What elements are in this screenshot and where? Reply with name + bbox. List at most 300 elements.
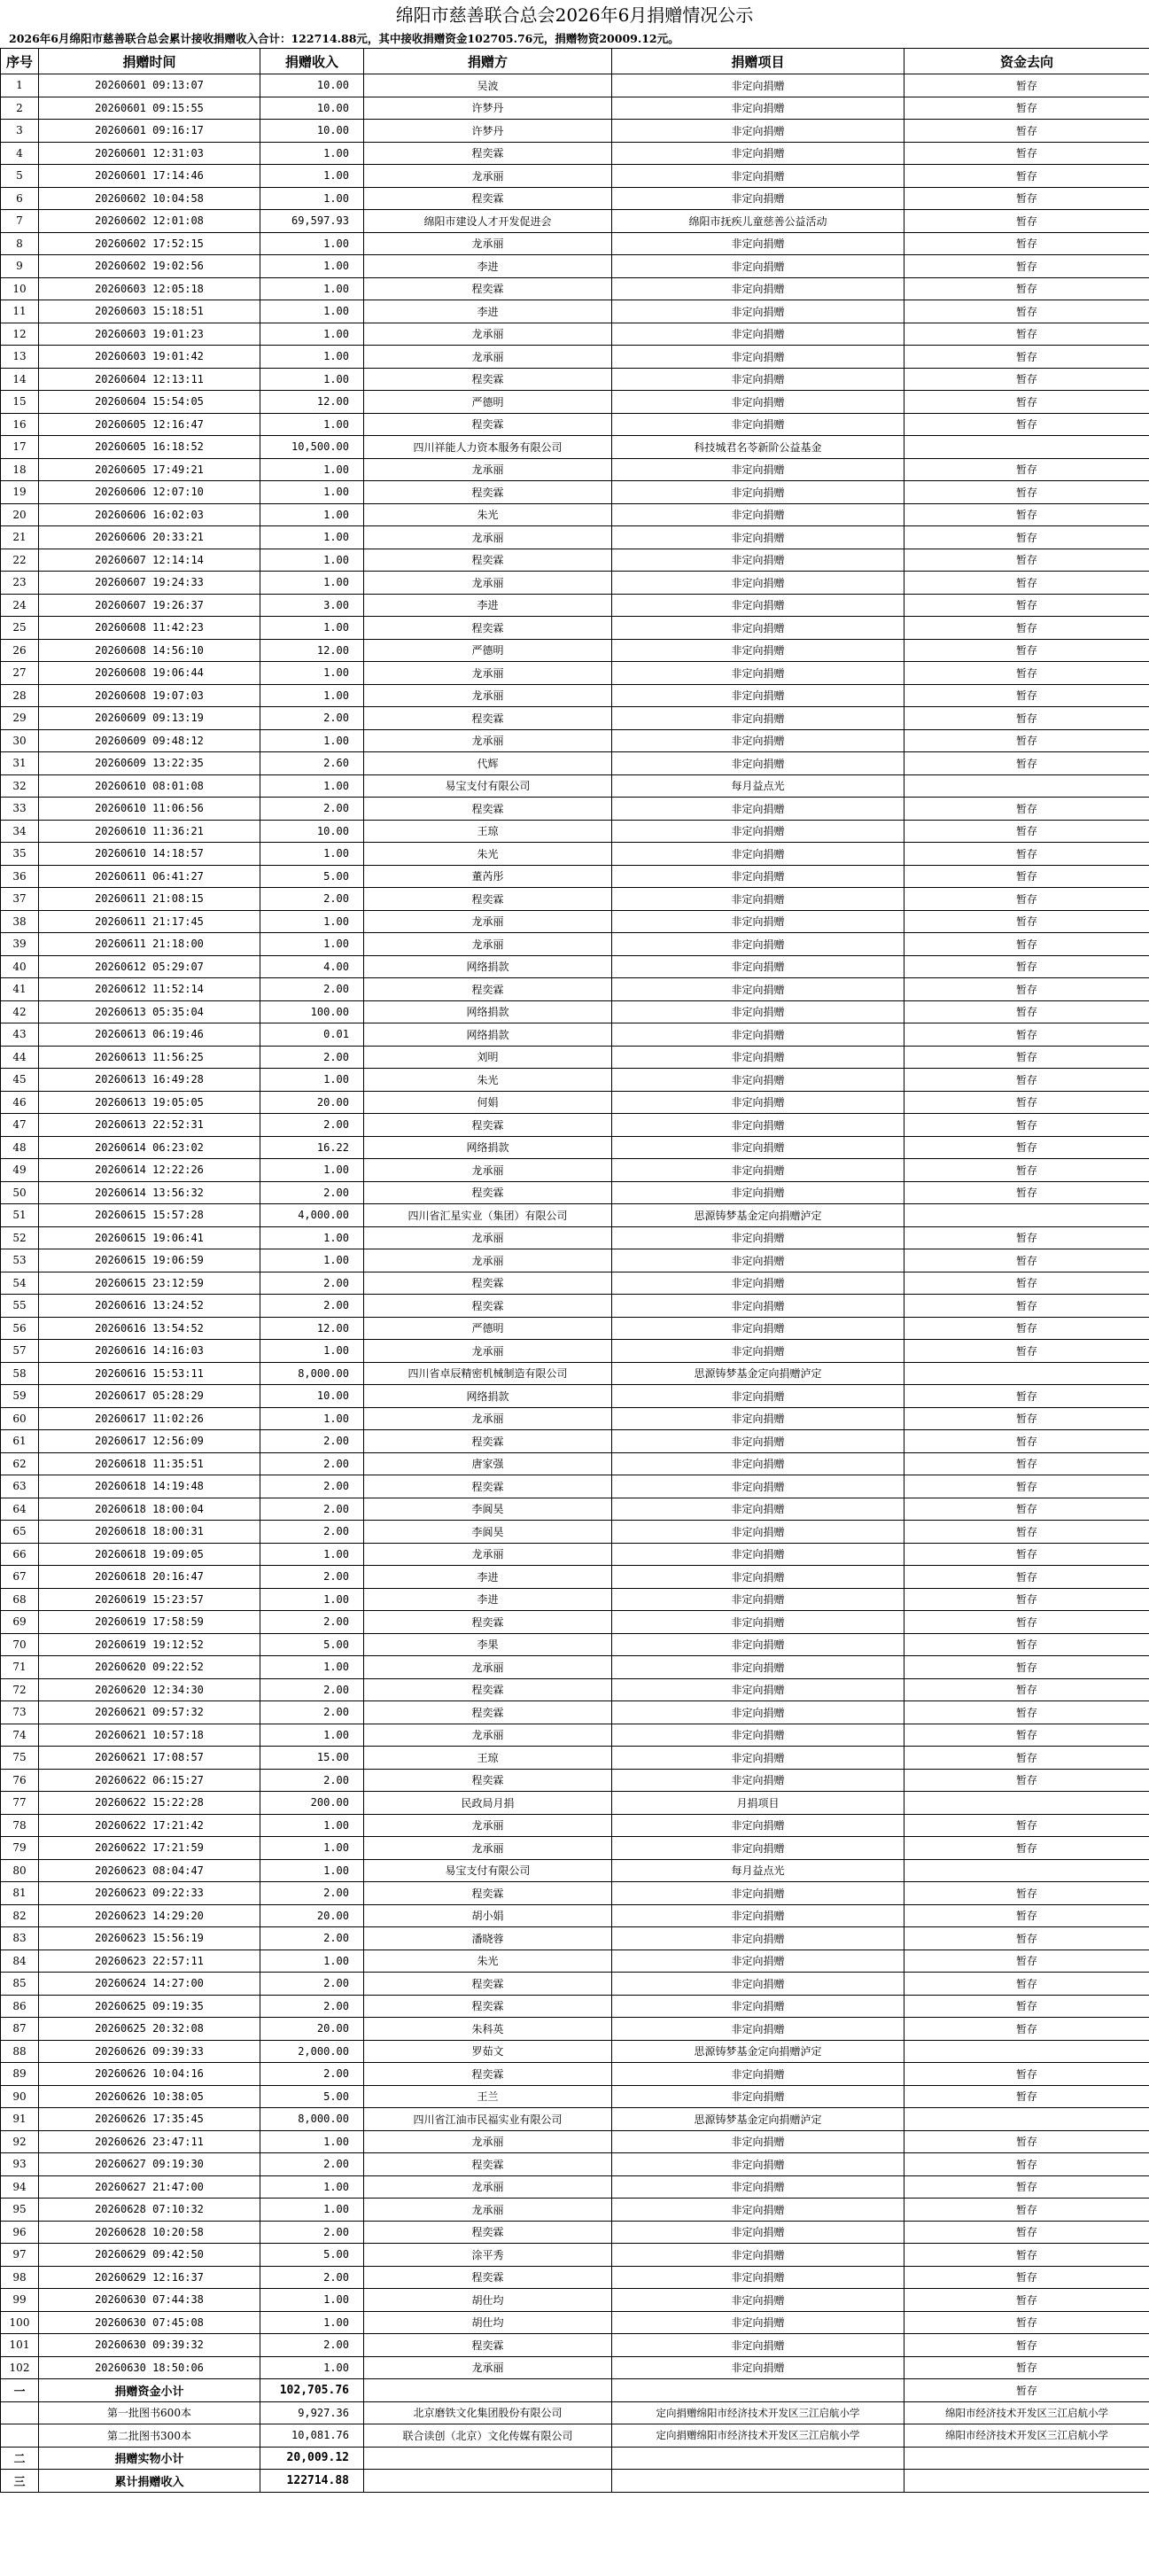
- material-label: 第二批图书300本: [39, 2424, 260, 2448]
- table-row: [1, 820, 1149, 843]
- cell-time: 20260627 21:47:00: [39, 2175, 260, 2199]
- cell-donor: 程奕霖: [364, 277, 612, 300]
- cell-donor: 程奕霖: [364, 888, 612, 911]
- cell-index: 94: [1, 2175, 39, 2199]
- cell-destination: 暂存: [904, 165, 1149, 188]
- col-header-project: 捐赠项目: [612, 49, 904, 74]
- cell-index: 101: [1, 2334, 39, 2357]
- cell-donor: 李进: [364, 594, 612, 617]
- cell-amount: 1.00: [260, 572, 364, 595]
- cell-time: 20260630 18:50:06: [39, 2356, 260, 2379]
- table-row: [1, 2289, 1149, 2312]
- cell-amount: 1.00: [260, 774, 364, 798]
- table-row: [1, 1317, 1149, 1340]
- cell-index: 25: [1, 617, 39, 640]
- cell-project: 非定向捐赠: [612, 1385, 904, 1408]
- table-row: [1, 1046, 1149, 1069]
- cell-index: 7: [1, 210, 39, 233]
- cell-amount: 1.00: [260, 2289, 364, 2312]
- table-row: [1, 549, 1149, 572]
- total-index: 三: [1, 2470, 39, 2493]
- cell-index: 32: [1, 774, 39, 798]
- cell-project: 非定向捐赠: [612, 1226, 904, 1249]
- cell-project: 非定向捐赠: [612, 729, 904, 752]
- cell-destination: 暂存: [904, 572, 1149, 595]
- cell-destination: 暂存: [904, 1814, 1149, 1837]
- cell-amount: 1.00: [260, 368, 364, 391]
- cell-donor: 程奕霖: [364, 1973, 612, 1996]
- cell-project: 非定向捐赠: [612, 1927, 904, 1950]
- table-row: [1, 594, 1149, 617]
- cell-destination: 暂存: [904, 97, 1149, 120]
- cell-project: 非定向捐赠: [612, 2356, 904, 2379]
- cell-project: 非定向捐赠: [612, 1295, 904, 1318]
- cell-amount: 8,000.00: [260, 1362, 364, 1385]
- cell-index: 22: [1, 549, 39, 572]
- cell-amount: 2.00: [260, 707, 364, 730]
- cell-donor: 程奕霖: [364, 1995, 612, 2018]
- cell-destination: 暂存: [904, 526, 1149, 549]
- cell-index: 102: [1, 2356, 39, 2379]
- cell-index: 37: [1, 888, 39, 911]
- cell-index: 83: [1, 1927, 39, 1950]
- cell-time: 20260617 05:28:29: [39, 1385, 260, 1408]
- cell-amount: 10.00: [260, 120, 364, 143]
- cell-project: 非定向捐赠: [612, 1317, 904, 1340]
- table-row: [1, 1521, 1149, 1544]
- cell-index: 99: [1, 2289, 39, 2312]
- cell-time: 20260621 10:57:18: [39, 1724, 260, 1747]
- cell-project: 非定向捐赠: [612, 2130, 904, 2153]
- cell-destination: 暂存: [904, 458, 1149, 481]
- cell-index: 67: [1, 1566, 39, 1589]
- cell-amount: 2.00: [260, 1498, 364, 1521]
- cell-project: 非定向捐赠: [612, 2311, 904, 2334]
- cell-donor: 龙承丽: [364, 458, 612, 481]
- cell-time: 20260611 21:17:45: [39, 910, 260, 933]
- table-row: [1, 1159, 1149, 1182]
- cell-donor: 程奕霖: [364, 2266, 612, 2289]
- cell-destination: 暂存: [904, 1927, 1149, 1950]
- table-row: [1, 323, 1149, 346]
- cell-index: 84: [1, 1950, 39, 1973]
- cell-donor: 李进: [364, 255, 612, 278]
- cell-destination: 暂存: [904, 910, 1149, 933]
- cell-destination: [904, 1204, 1149, 1227]
- cell-donor: 程奕霖: [364, 1701, 612, 1724]
- cell-index: 95: [1, 2199, 39, 2222]
- cell-project: 非定向捐赠: [612, 1747, 904, 1770]
- cell-project: 非定向捐赠: [612, 1678, 904, 1701]
- cell-donor: 许梦丹: [364, 97, 612, 120]
- table-row: [1, 1724, 1149, 1747]
- cell-amount: 1.00: [260, 2130, 364, 2153]
- cell-donor: 四川祥能人力资本服务有限公司: [364, 436, 612, 459]
- table-row: [1, 458, 1149, 481]
- cell-project: 每月益点光: [612, 1859, 904, 1882]
- cell-index: 2: [1, 97, 39, 120]
- cell-destination: 暂存: [904, 549, 1149, 572]
- cell-time: 20260617 11:02:26: [39, 1407, 260, 1430]
- cell-destination: 暂存: [904, 1498, 1149, 1521]
- cell-index: 40: [1, 955, 39, 978]
- cell-destination: 暂存: [904, 1747, 1149, 1770]
- cell-donor: 龙承丽: [364, 910, 612, 933]
- cell-time: 20260626 17:35:45: [39, 2108, 260, 2131]
- cell-destination: 暂存: [904, 2334, 1149, 2357]
- cell-donor: 李阆昊: [364, 1498, 612, 1521]
- cell-destination: [904, 1859, 1149, 1882]
- cell-project: 非定向捐赠: [612, 2153, 904, 2176]
- cell-donor: 网络捐款: [364, 1385, 612, 1408]
- cell-destination: 暂存: [904, 1000, 1149, 1023]
- cell-index: 27: [1, 662, 39, 685]
- cell-donor: 胡小娟: [364, 1904, 612, 1927]
- cell-time: 20260618 18:00:31: [39, 1521, 260, 1544]
- cell-amount: 2.00: [260, 1475, 364, 1498]
- cell-destination: 暂存: [904, 1566, 1149, 1589]
- cell-destination: 暂存: [904, 1656, 1149, 1679]
- cell-destination: 暂存: [904, 1317, 1149, 1340]
- cell-time: 20260602 19:02:56: [39, 255, 260, 278]
- cell-amount: 1.00: [260, 503, 364, 526]
- cell-time: 20260612 11:52:14: [39, 978, 260, 1001]
- table-row: [1, 2040, 1149, 2063]
- cell-donor: 龙承丽: [364, 684, 612, 707]
- cell-time: 20260624 14:27:00: [39, 1973, 260, 1996]
- cell-destination: 暂存: [904, 1069, 1149, 1092]
- cell-amount: 16.22: [260, 1136, 364, 1159]
- cell-index: 91: [1, 2108, 39, 2131]
- cell-amount: 2.00: [260, 1995, 364, 2018]
- cell-amount: 1.00: [260, 2356, 364, 2379]
- cell-index: 48: [1, 1136, 39, 1159]
- cell-donor: 李阆昊: [364, 1521, 612, 1544]
- cell-time: 20260628 10:20:58: [39, 2221, 260, 2244]
- table-row: [1, 2356, 1149, 2379]
- cell-index: 4: [1, 142, 39, 165]
- cell-time: 20260611 06:41:27: [39, 865, 260, 888]
- cell-destination: 暂存: [904, 1633, 1149, 1656]
- cell-amount: 2,000.00: [260, 2040, 364, 2063]
- cell-project: 非定向捐赠: [612, 1837, 904, 1860]
- cell-project: 非定向捐赠: [612, 97, 904, 120]
- cell-destination: 暂存: [904, 1136, 1149, 1159]
- table-row: [1, 888, 1149, 911]
- cell-destination: 暂存: [904, 1882, 1149, 1905]
- cell-index: 93: [1, 2153, 39, 2176]
- cell-project: 非定向捐赠: [612, 888, 904, 911]
- table-row: [1, 1904, 1149, 1927]
- cell-donor: 绵阳市建设人才开发促进会: [364, 210, 612, 233]
- cell-time: 20260618 19:09:05: [39, 1543, 260, 1566]
- cell-index: 20: [1, 503, 39, 526]
- cell-project: 绵阳市抚疾儿童慈善公益活动: [612, 210, 904, 233]
- cell-time: 20260616 13:24:52: [39, 1295, 260, 1318]
- table-row: [1, 1769, 1149, 1792]
- table-row: [1, 1023, 1149, 1047]
- cell-index: 64: [1, 1498, 39, 1521]
- cell-time: 20260609 13:22:35: [39, 752, 260, 775]
- cell-donor: 龙承丽: [364, 526, 612, 549]
- cell-amount: 15.00: [260, 1747, 364, 1770]
- cell-donor: 四川省江油市民福实业有限公司: [364, 2108, 612, 2131]
- cell-donor: 龙承丽: [364, 1340, 612, 1363]
- table-row: [1, 617, 1149, 640]
- cell-index: 78: [1, 1814, 39, 1837]
- cell-time: 20260609 09:13:19: [39, 707, 260, 730]
- cell-amount: 1.00: [260, 549, 364, 572]
- donation-table: [0, 48, 1149, 2493]
- cell-amount: 1.00: [260, 684, 364, 707]
- header-row: [1, 49, 1149, 74]
- cell-amount: 5.00: [260, 1633, 364, 1656]
- table-row: [1, 232, 1149, 255]
- total-label: 累计捐赠收入: [39, 2470, 260, 2493]
- table-row: [1, 2108, 1149, 2131]
- cell-donor: 龙承丽: [364, 232, 612, 255]
- cell-destination: 暂存: [904, 662, 1149, 685]
- table-row: [1, 1701, 1149, 1724]
- table-row: [1, 933, 1149, 956]
- cell-project: 科技城君名苓新阶公益基金: [612, 436, 904, 459]
- page-title: 绵阳市慈善联合总会2026年6月捐赠情况公示: [395, 4, 754, 26]
- cell-amount: 1.00: [260, 1159, 364, 1182]
- cell-time: 20260612 05:29:07: [39, 955, 260, 978]
- cell-index: 24: [1, 594, 39, 617]
- cell-index: 81: [1, 1882, 39, 1905]
- cell-project: 非定向捐赠: [612, 142, 904, 165]
- table-row: [1, 1859, 1149, 1882]
- subtotal-material-label: 捐赠实物小计: [39, 2447, 260, 2470]
- cell-donor: 何娟: [364, 1091, 612, 1114]
- cell-project: 思源铸梦基金定向捐赠泸定: [612, 1204, 904, 1227]
- cell-destination: 暂存: [904, 684, 1149, 707]
- cell-time: 20260601 09:16:17: [39, 120, 260, 143]
- cell-destination: 暂存: [904, 277, 1149, 300]
- table-row: [1, 639, 1149, 662]
- table-row: [1, 1204, 1149, 1227]
- subtotal-funds-index: 一: [1, 2379, 39, 2402]
- cell-amount: 20.00: [260, 1904, 364, 1927]
- cell-project: 非定向捐赠: [612, 526, 904, 549]
- table-row: [1, 2334, 1149, 2357]
- cell-amount: 10.00: [260, 1385, 364, 1408]
- cell-amount: 1.00: [260, 232, 364, 255]
- table-row: [1, 1498, 1149, 1521]
- cell-amount: 2.00: [260, 1452, 364, 1475]
- cell-destination: 暂存: [904, 368, 1149, 391]
- cell-time: 20260614 12:22:26: [39, 1159, 260, 1182]
- cell-amount: 2.00: [260, 1701, 364, 1724]
- cell-index: 76: [1, 1769, 39, 1792]
- cell-donor: 程奕霖: [364, 617, 612, 640]
- cell-amount: 1.00: [260, 277, 364, 300]
- cell-index: 100: [1, 2311, 39, 2334]
- cell-index: 82: [1, 1904, 39, 1927]
- cell-project: 非定向捐赠: [612, 1656, 904, 1679]
- subtotal-funds-row: [1, 2379, 1149, 2402]
- cell-donor: 程奕霖: [364, 549, 612, 572]
- cell-index: 88: [1, 2040, 39, 2063]
- cell-time: 20260630 09:39:32: [39, 2334, 260, 2357]
- cell-donor: 李果: [364, 1633, 612, 1656]
- table-row: [1, 910, 1149, 933]
- cell-amount: 1.00: [260, 1859, 364, 1882]
- subtotal-funds-label: 捐赠资金小计: [39, 2379, 260, 2402]
- cell-index: 96: [1, 2221, 39, 2244]
- cell-amount: 1.00: [260, 1588, 364, 1611]
- cell-index: 10: [1, 277, 39, 300]
- cell-amount: 2.00: [260, 2334, 364, 2357]
- cell-index: 42: [1, 1000, 39, 1023]
- col-header-donor: 捐赠方: [364, 49, 612, 74]
- cell-destination: 暂存: [904, 617, 1149, 640]
- cell-time: 20260623 22:57:11: [39, 1950, 260, 1973]
- table-row: [1, 1927, 1149, 1950]
- subtotal-funds-amount: 102,705.76: [260, 2379, 364, 2402]
- cell-destination: [904, 1792, 1149, 1815]
- cell-destination: 暂存: [904, 1159, 1149, 1182]
- cell-destination: 暂存: [904, 2130, 1149, 2153]
- cell-destination: 暂存: [904, 1995, 1149, 2018]
- cell-project: 非定向捐赠: [612, 572, 904, 595]
- cell-project: 非定向捐赠: [612, 978, 904, 1001]
- cell-index: 53: [1, 1249, 39, 1272]
- table-row: [1, 277, 1149, 300]
- cell-amount: 2.00: [260, 1114, 364, 1137]
- table-row: [1, 187, 1149, 210]
- cell-index: 30: [1, 729, 39, 752]
- cell-project: 非定向捐赠: [612, 2244, 904, 2267]
- table-row: [1, 2153, 1149, 2176]
- cell-amount: 1.00: [260, 255, 364, 278]
- cell-donor: 龙承丽: [364, 662, 612, 685]
- cell-project: 非定向捐赠: [612, 300, 904, 323]
- total-row: [1, 2470, 1149, 2493]
- cell-time: 20260601 17:14:46: [39, 165, 260, 188]
- cell-project: 非定向捐赠: [612, 1475, 904, 1498]
- table-row: [1, 684, 1149, 707]
- cell-donor: 龙承丽: [364, 1656, 612, 1679]
- cell-index: 13: [1, 346, 39, 369]
- table-row: [1, 662, 1149, 685]
- cell-donor: 网络捐款: [364, 1023, 612, 1047]
- cell-donor: 龙承丽: [364, 1407, 612, 1430]
- cell-donor: 唐家强: [364, 1452, 612, 1475]
- cell-time: 20260610 08:01:08: [39, 774, 260, 798]
- cell-destination: 暂存: [904, 1543, 1149, 1566]
- cell-amount: 1.00: [260, 346, 364, 369]
- cell-project: 非定向捐赠: [612, 1611, 904, 1634]
- cell-time: 20260626 10:04:16: [39, 2063, 260, 2086]
- cell-destination: 暂存: [904, 413, 1149, 436]
- cell-donor: 程奕霖: [364, 1678, 612, 1701]
- cell-amount: 1.00: [260, 1249, 364, 1272]
- cell-time: 20260608 19:07:03: [39, 684, 260, 707]
- material-destination: 绵阳市经济技术开发区三江启航小学: [904, 2401, 1149, 2424]
- cell-project: 非定向捐赠: [612, 1882, 904, 1905]
- cell-destination: 暂存: [904, 2063, 1149, 2086]
- cell-donor: 龙承丽: [364, 729, 612, 752]
- cell-index: 31: [1, 752, 39, 775]
- table-row: [1, 503, 1149, 526]
- table-row: [1, 843, 1149, 866]
- cell-destination: 暂存: [904, 120, 1149, 143]
- cell-project: 非定向捐赠: [612, 1566, 904, 1589]
- cell-index: 77: [1, 1792, 39, 1815]
- cell-donor: 李进: [364, 1566, 612, 1589]
- cell-amount: 5.00: [260, 865, 364, 888]
- cell-amount: 10.00: [260, 820, 364, 843]
- cell-donor: 刘明: [364, 1046, 612, 1069]
- table-row: [1, 1136, 1149, 1159]
- cell-destination: 暂存: [904, 1385, 1149, 1408]
- cell-destination: 暂存: [904, 1701, 1149, 1724]
- cell-destination: 暂存: [904, 391, 1149, 414]
- cell-project: 非定向捐赠: [612, 684, 904, 707]
- cell-index: 62: [1, 1452, 39, 1475]
- cell-destination: 暂存: [904, 1973, 1149, 1996]
- cell-donor: 吴波: [364, 74, 612, 97]
- cell-amount: 1.00: [260, 1950, 364, 1973]
- table-row: [1, 2018, 1149, 2041]
- cell-destination: 暂存: [904, 300, 1149, 323]
- cell-amount: 1.00: [260, 1656, 364, 1679]
- cell-amount: 2.00: [260, 1430, 364, 1453]
- cell-amount: 20.00: [260, 1091, 364, 1114]
- cell-project: 非定向捐赠: [612, 1249, 904, 1272]
- cell-amount: 2.00: [260, 1769, 364, 1792]
- cell-project: 非定向捐赠: [612, 707, 904, 730]
- cell-time: 20260629 12:16:37: [39, 2266, 260, 2289]
- cell-time: 20260620 09:22:52: [39, 1656, 260, 1679]
- cell-amount: 5.00: [260, 2244, 364, 2267]
- cell-donor: 许梦丹: [364, 120, 612, 143]
- cell-destination: 暂存: [904, 503, 1149, 526]
- table-row: [1, 1588, 1149, 1611]
- cell-project: 非定向捐赠: [612, 2334, 904, 2357]
- cell-time: 20260608 19:06:44: [39, 662, 260, 685]
- cell-time: 20260626 10:38:05: [39, 2085, 260, 2108]
- subtotal-material-row: [1, 2447, 1149, 2470]
- cell-destination: 暂存: [904, 1475, 1149, 1498]
- cell-amount: 2.00: [260, 2063, 364, 2086]
- cell-amount: 1.00: [260, 2311, 364, 2334]
- cell-donor: 龙承丽: [364, 2356, 612, 2379]
- cell-donor: 程奕霖: [364, 707, 612, 730]
- cell-project: 非定向捐赠: [612, 187, 904, 210]
- cell-time: 20260621 17:08:57: [39, 1747, 260, 1770]
- table-row: [1, 1272, 1149, 1295]
- cell-project: 非定向捐赠: [612, 955, 904, 978]
- material-amount: 9,927.36: [260, 2401, 364, 2424]
- cell-project: 非定向捐赠: [612, 1181, 904, 1204]
- cell-amount: 1.00: [260, 458, 364, 481]
- table-row: [1, 1000, 1149, 1023]
- cell-destination: 暂存: [904, 323, 1149, 346]
- material-project: 定向捐赠绵阳市经济技术开发区三江启航小学: [612, 2401, 904, 2424]
- cell-project: 非定向捐赠: [612, 617, 904, 640]
- cell-donor: 代辉: [364, 752, 612, 775]
- cell-amount: 1.00: [260, 1724, 364, 1747]
- cell-destination: 暂存: [904, 2289, 1149, 2312]
- cell-destination: 暂存: [904, 2175, 1149, 2199]
- cell-destination: 暂存: [904, 210, 1149, 233]
- cell-time: 20260603 15:18:51: [39, 300, 260, 323]
- cell-time: 20260622 17:21:59: [39, 1837, 260, 1860]
- material-project: 定向捐赠绵阳市经济技术开发区三江启航小学: [612, 2424, 904, 2448]
